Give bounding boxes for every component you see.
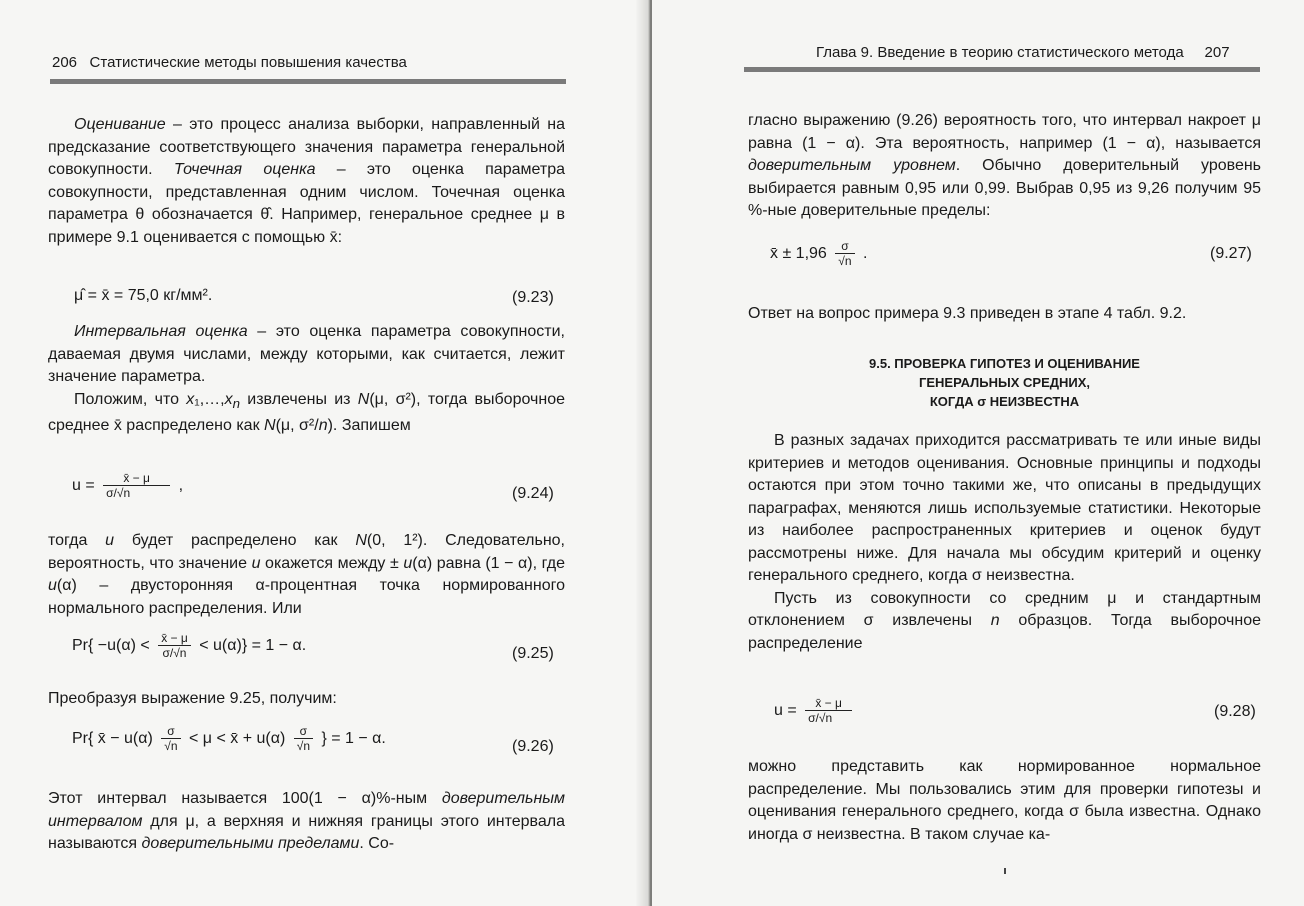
left-para-6	[48, 788, 565, 856]
equation-number-9-23: (9.23)	[512, 289, 554, 306]
eq925-denominator: σ/√n	[158, 645, 191, 660]
section-heading-line-2: ГЕНЕРАЛЬНЫХ СРЕДНИХ,	[918, 375, 1091, 390]
right-header-rule	[744, 67, 1260, 72]
eq926-denominator-1: √n	[161, 738, 180, 753]
paragraph-confidence-level: гласно выражению (9.26) вероятность того, что интервал накроет μ равна (1 − α). Эта вероятность, например (1 − α), называется доверительным уровнем. Обычно доверительный уровень выбирается равным 0,95 или 0,99. Выбрав 0,95 из 9,26 получим 95 %-ные доверительные пределы:	[748, 112, 1262, 219]
equation-number-9-24: (9.24)	[512, 485, 554, 502]
eq927-numerator: σ	[841, 239, 849, 253]
equation-9-28	[774, 697, 856, 725]
right-para-3	[748, 430, 1261, 655]
equation-9-26	[72, 725, 386, 753]
paragraph-sigma-unknown: можно представить как нормированное нормальное распределение. Мы пользовались этим для проверки гипотезы и оценивания генерального среднего, когда σ была известна. Однако иногда σ неизвестна. В таком случае ка-	[748, 758, 1261, 843]
eq925-fraction	[158, 632, 191, 660]
eq926-part-3: } = 1 − α.	[321, 730, 386, 748]
eq927-lhs: x̄ ± 1,96	[770, 245, 827, 263]
eq927-rhs: .	[862, 245, 868, 263]
paragraph-estimation: Оценивание – это процесс анализа выборки, направленный на предсказание соответствующего значения параметра генеральной совокупности. Точечная оценка – это оценка параметра совокупности, представленная одним числом. Точечная оценка параметра θ обозначается θ̂. Например, генеральное среднее μ в примере 9.1 оценивается с помощью x̄:	[48, 116, 565, 246]
left-page-header	[52, 54, 407, 71]
paragraph-answer-reference: Ответ на вопрос примера 9.3 приведен в этапе 4 табл. 9.2.	[748, 305, 1187, 322]
left-para-2	[48, 321, 565, 438]
equation-number-9-28: (9.28)	[1214, 703, 1256, 720]
left-para-1	[48, 114, 565, 249]
eq926-numerator-1: σ	[167, 724, 175, 738]
eq924-denominator: σ/√n	[103, 485, 170, 500]
section-heading-line-3: КОГДА σ НЕИЗВЕСТНА	[929, 394, 1080, 409]
right-running-title: Глава 9. Введение в теорию статистического метода	[816, 44, 1184, 61]
eq928-denominator: σ/√n	[805, 710, 852, 725]
eq925-numerator: x̄ − μ	[161, 631, 188, 645]
paragraph-sample-distribution: Пусть из совокупности со средним μ и стандартным отклонением σ извлечены n образцов. Тогда выборочное распределение	[748, 589, 1262, 652]
right-para-2	[748, 303, 1261, 326]
equation-9-23: μ̂ = x̄ = 75,0 кг/мм².	[74, 287, 213, 304]
paragraph-confidence-interval: Этот интервал называется 100(1 − α)%-ным доверительным интервалом для μ, а верхняя и нижняя границы этого интервала называются доверительными пределами. Со-	[48, 790, 565, 852]
eq924-fraction	[103, 472, 170, 500]
right-page	[652, 0, 1304, 906]
right-page-header	[816, 44, 1230, 61]
right-para-1	[748, 110, 1261, 223]
left-para-5	[48, 688, 565, 711]
equation-number-9-25: (9.25)	[512, 645, 554, 662]
equation-9-27	[770, 240, 867, 268]
eq926-numerator-2: σ	[299, 724, 308, 738]
right-para-5	[748, 756, 1261, 846]
equation-number-9-26: (9.26)	[512, 738, 554, 755]
eq924-numerator: x̄ − μ	[123, 471, 150, 485]
equation-9-25	[72, 632, 306, 660]
eq924-lhs: u =	[72, 477, 95, 495]
paragraph-u-distribution: тогда u будет распределено как N(0, 1²). Следовательно, вероятность, что значение u окажется между ± u(α) равна (1 − α), где u(α) – двусторонняя α-процентная точка нормированного нормального распределения. Или	[48, 532, 565, 617]
eq924-rhs: ,	[178, 477, 184, 495]
section-heading	[748, 354, 1261, 411]
equation-9-24	[72, 472, 183, 500]
page-speck	[1004, 868, 1006, 874]
left-running-title: Статистические методы повышения качества	[89, 54, 407, 71]
paragraph-criteria-overview: В разных задачах приходится рассматривать те или иные виды критериев и методов оценивания. Основные принципы и подходы остаются при этом точно такими же, что описаны в предыдущих параграфах, меняются лишь используемые статистики. Некоторые из наиболее распространенных критериев и оценок будут рассмотрены ниже. Для начала мы обсудим критерий и оценку генерального среднего, когда σ неизвестна.	[748, 432, 1261, 584]
eq927-fraction	[835, 240, 854, 268]
left-para-4	[48, 530, 565, 620]
eq926-fraction-2	[294, 725, 313, 753]
eq926-part-1: Pr{ x̄ − u(α)	[72, 730, 153, 748]
eq927-denominator: √n	[835, 253, 854, 268]
eq928-lhs: u =	[774, 702, 797, 720]
eq928-fraction	[805, 697, 852, 725]
left-page-number: 206	[52, 54, 78, 71]
eq925-lhs: Pr{ −u(α) <	[72, 637, 150, 655]
equation-number-9-27: (9.27)	[1210, 245, 1252, 262]
eq926-part-2: < μ < x̄ + u(α)	[189, 730, 286, 748]
section-heading-line-1: 9.5. ПРОВЕРКА ГИПОТЕЗ И ОЦЕНИВАНИЕ	[869, 356, 1140, 371]
eq926-fraction-1	[161, 725, 180, 753]
paragraph-interval-estimate: Интервальная оценка – это оценка параметра совокупности, даваемая двумя числами, между которыми, как считается, лежит значение параметра.	[48, 323, 565, 385]
paragraph-transform: Преобразуя выражение 9.25, получим:	[48, 690, 337, 707]
eq926-denominator-2: √n	[294, 738, 313, 753]
paragraph-assume-sample: Положим, что $x_1,\dots,x_n$ извлечены из N(μ, σ²), тогда выборочное среднее x̄ распределено как N(μ, σ²/n). Запишем	[48, 390, 565, 435]
left-header-rule	[50, 79, 566, 84]
right-page-number: 207	[1204, 44, 1230, 61]
eq925-rhs: < u(α)} = 1 − α.	[199, 637, 307, 655]
eq928-numerator: x̄ − μ	[815, 696, 842, 710]
